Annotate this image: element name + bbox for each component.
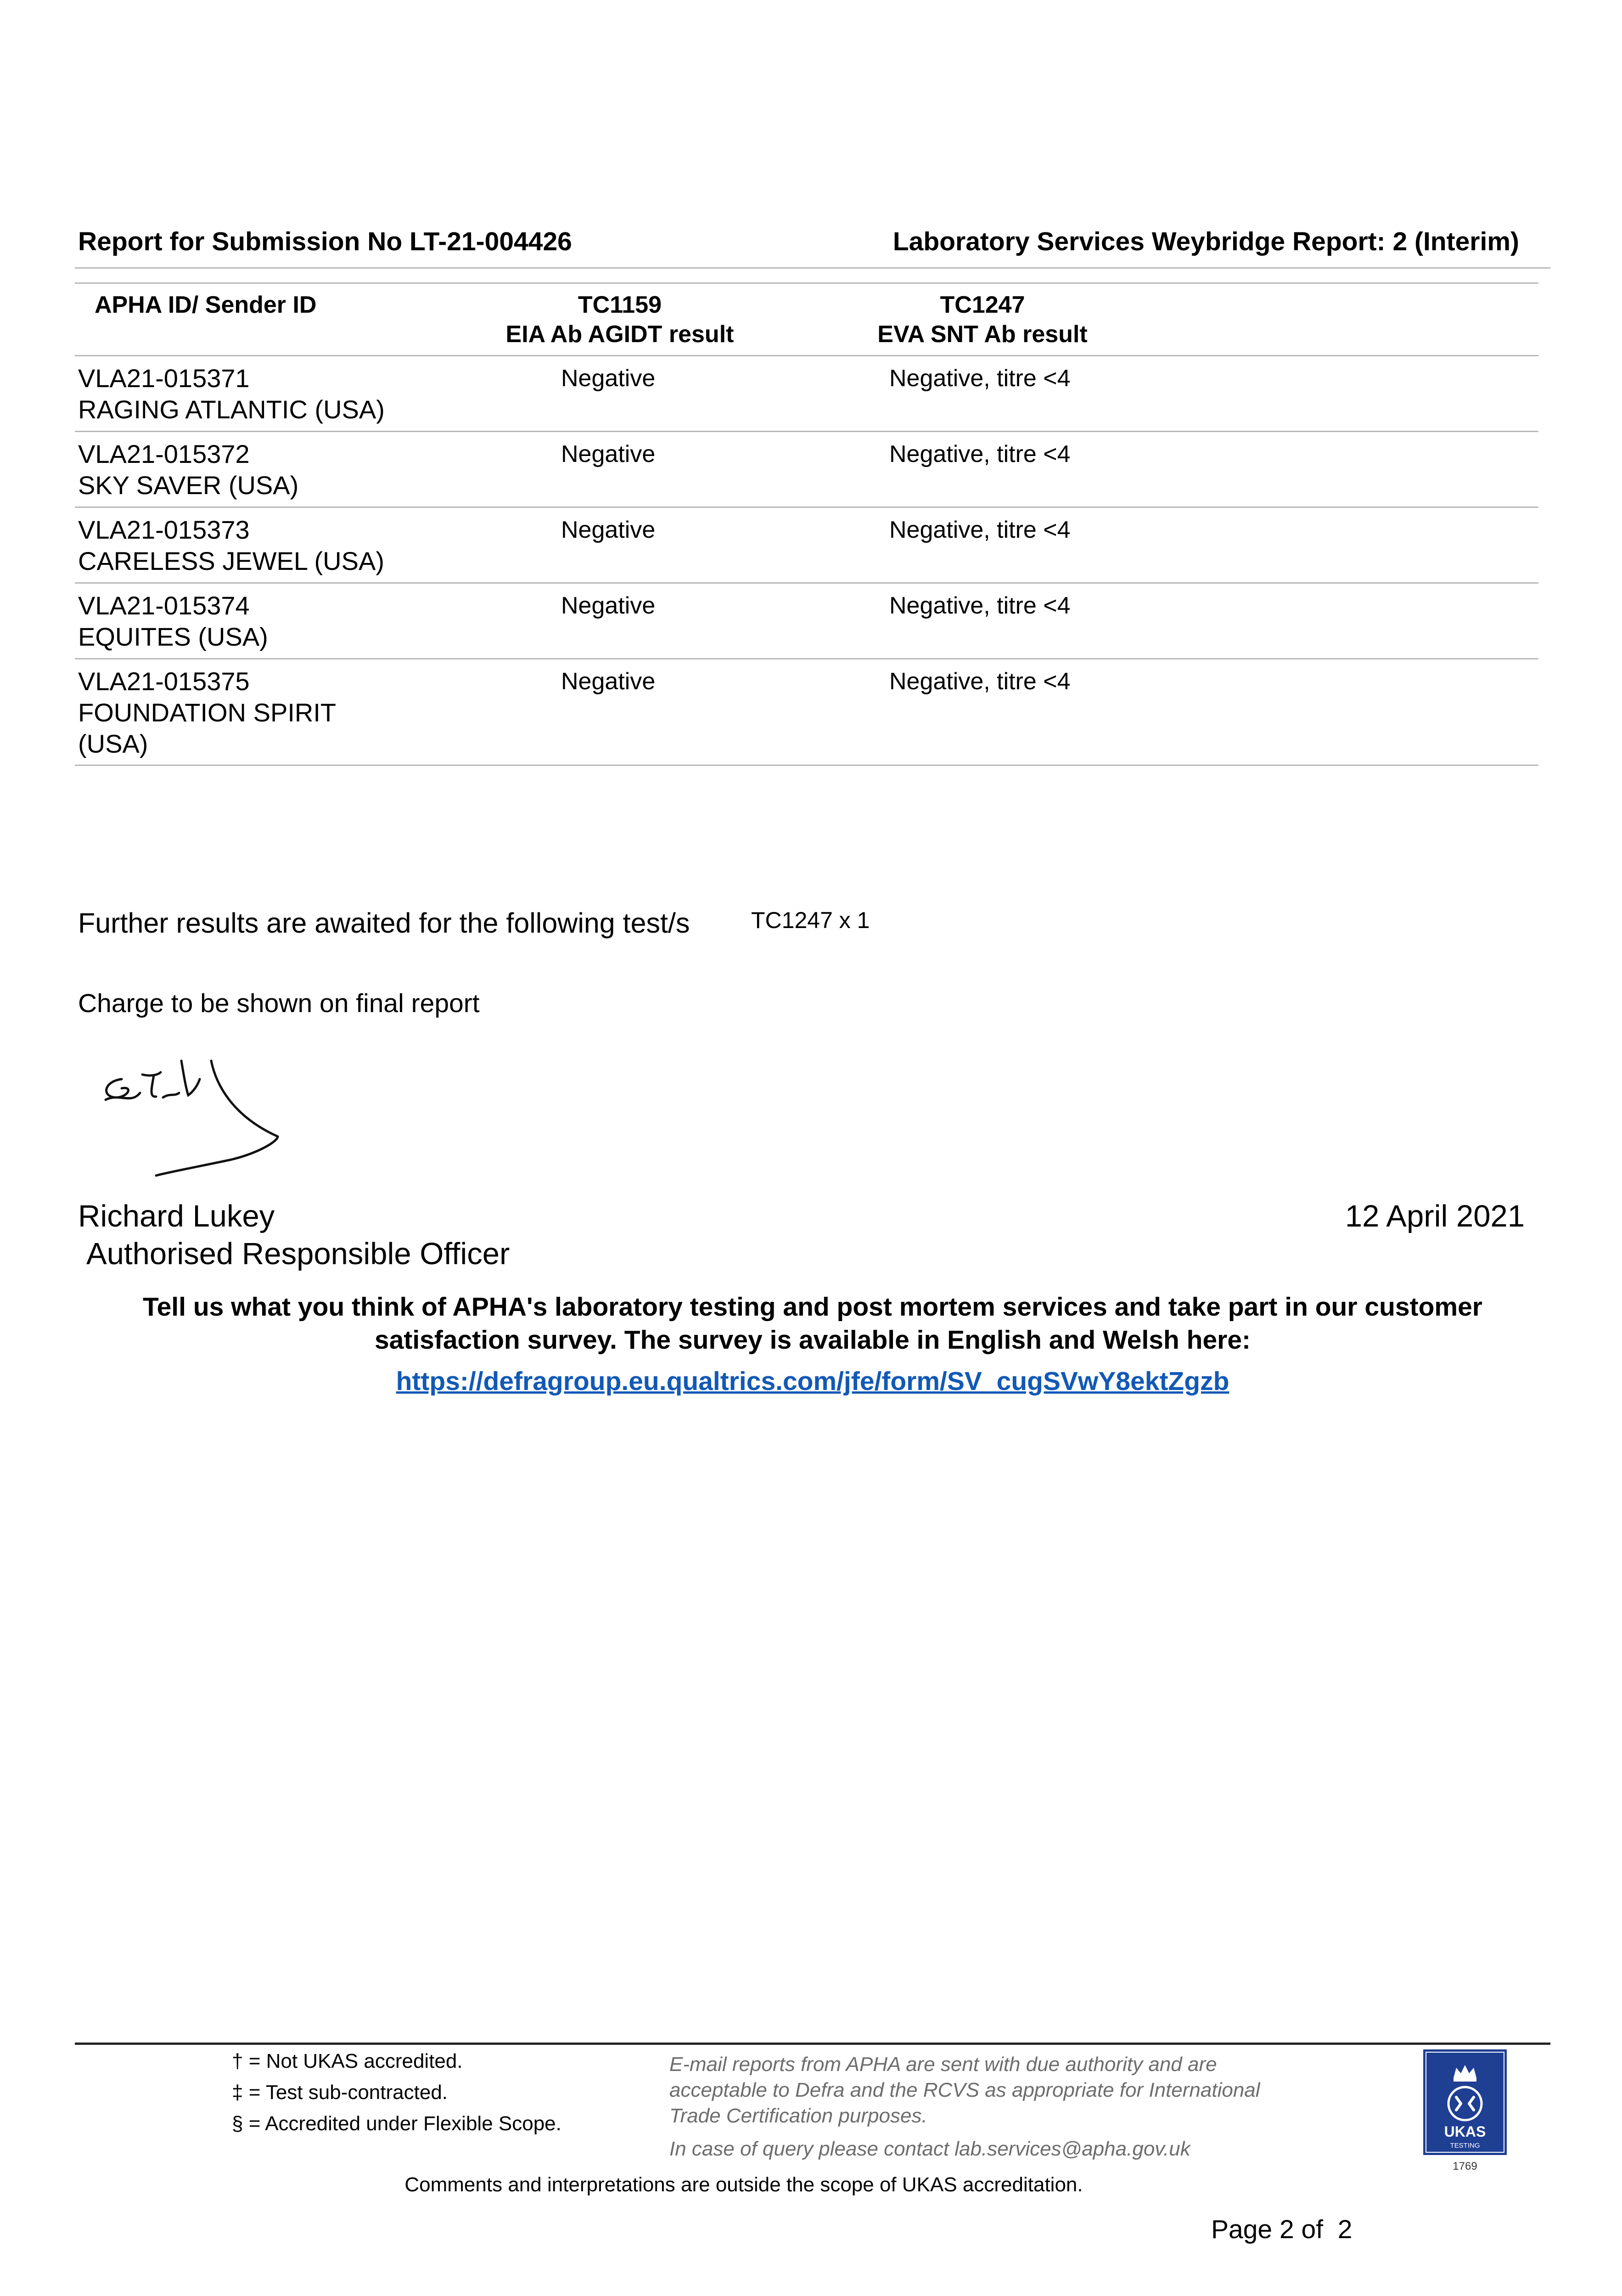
ukas-comments-note: Comments and interpretations are outside the scope of UKAS accreditation.	[404, 2173, 1083, 2196]
survey-line-2: satisfaction survey. The survey is available in English and Welsh here:	[374, 1325, 1251, 1355]
further-results-text: Further results are awaited for the following test/s	[78, 907, 690, 939]
table-top-divider	[75, 282, 1538, 284]
row-apha-id: VLA21-015374	[78, 591, 250, 620]
row-eva-result: Negative, titre <4	[889, 441, 1071, 467]
survey-link[interactable]: https://defragroup.eu.qualtrics.com/jfe/form/SV_cugSVwY8ektZgzb	[396, 1367, 1229, 1396]
row-eva-result: Negative, titre <4	[889, 365, 1071, 392]
table-row	[78, 514, 384, 577]
table-bottom-divider	[75, 765, 1538, 766]
further-results-tests: TC1247 x 1	[751, 907, 870, 933]
row-eva-result: Negative, titre <4	[889, 668, 1071, 695]
row-apha-id: VLA21-015373	[78, 515, 250, 544]
row-eia-result: Negative	[561, 592, 656, 619]
legend-sub-contracted: ‡ = Test sub-contracted.	[232, 2081, 448, 2104]
row-eia-result: Negative	[561, 441, 656, 467]
page-number: Page 2 of 2	[1211, 2215, 1353, 2244]
row-eia-result: Negative	[561, 517, 656, 543]
row-sender-id: EQUITES (USA)	[78, 622, 268, 651]
row-apha-id: VLA21-015372	[78, 439, 250, 468]
row-eva-result: Negative, titre <4	[889, 592, 1071, 619]
legend-not-ukas: † = Not UKAS accredited.	[232, 2050, 463, 2072]
survey-link-wrap	[78, 1366, 1547, 1396]
survey-message	[78, 1290, 1547, 1356]
row-sender-id: RAGING ATLANTIC (USA)	[78, 395, 385, 424]
col-header-tc1159: TC1159 EIA Ab AGIDT result	[505, 292, 734, 348]
ukas-label: UKAS	[1444, 2123, 1486, 2140]
footer-legend	[232, 2046, 561, 2139]
row-sender-id: SKY SAVER (USA)	[78, 471, 299, 500]
row-divider	[75, 506, 1538, 508]
row-divider	[75, 431, 1538, 432]
row-apha-id: VLA21-015375	[78, 667, 250, 696]
signatory-title: Authorised Responsible Officer	[86, 1237, 510, 1271]
table-row	[78, 666, 336, 760]
table-header-divider	[75, 355, 1538, 356]
row-sender-id: CARELESS JEWEL (USA)	[78, 546, 384, 575]
table-row	[78, 590, 268, 653]
col-header-tc1247: TC1247 EVA SNT Ab result	[877, 292, 1088, 348]
col-header-apha-id: APHA ID/ Sender ID	[95, 292, 317, 318]
ukas-number: 1769	[1453, 2160, 1477, 2172]
row-eia-result: Negative	[561, 668, 656, 695]
row-divider	[75, 582, 1538, 584]
footer-divider	[75, 2043, 1550, 2045]
report-lab-title: Laboratory Services Weybridge Report: 2 (Interim)	[892, 227, 1519, 256]
query-contact: In case of query please contact lab.services@apha.gov.uk	[669, 2138, 1190, 2160]
header-divider	[75, 267, 1550, 269]
signature-image	[94, 1042, 314, 1189]
row-divider	[75, 658, 1538, 659]
row-sender-id-cont: (USA)	[78, 729, 148, 758]
report-submission-title: Report for Submission No LT-21-004426	[78, 227, 572, 256]
signatory-name: Richard Lukey	[78, 1199, 275, 1233]
report-date: 12 April 2021	[1345, 1199, 1525, 1233]
ukas-logo	[1423, 2049, 1507, 2175]
row-apha-id: VLA21-015371	[78, 364, 250, 393]
row-eia-result: Negative	[561, 365, 656, 392]
legend-flexible-scope: § = Accredited under Flexible Scope.	[232, 2112, 561, 2135]
table-row	[78, 439, 298, 501]
email-notice: E-mail reports from APHA are sent with due authority and are acceptable to Defra and the RCVS as appropriate for International Trade Certification purposes.	[669, 2053, 1260, 2127]
row-sender-id: FOUNDATION SPIRIT	[78, 698, 337, 727]
charge-note: Charge to be shown on final report	[78, 989, 480, 1018]
row-eva-result: Negative, titre <4	[889, 517, 1071, 543]
survey-line-1: Tell us what you think of APHA's laboratory testing and post mortem services and take part in our customer	[143, 1292, 1482, 1322]
ukas-sub: TESTING	[1450, 2142, 1480, 2150]
table-row	[78, 363, 385, 425]
